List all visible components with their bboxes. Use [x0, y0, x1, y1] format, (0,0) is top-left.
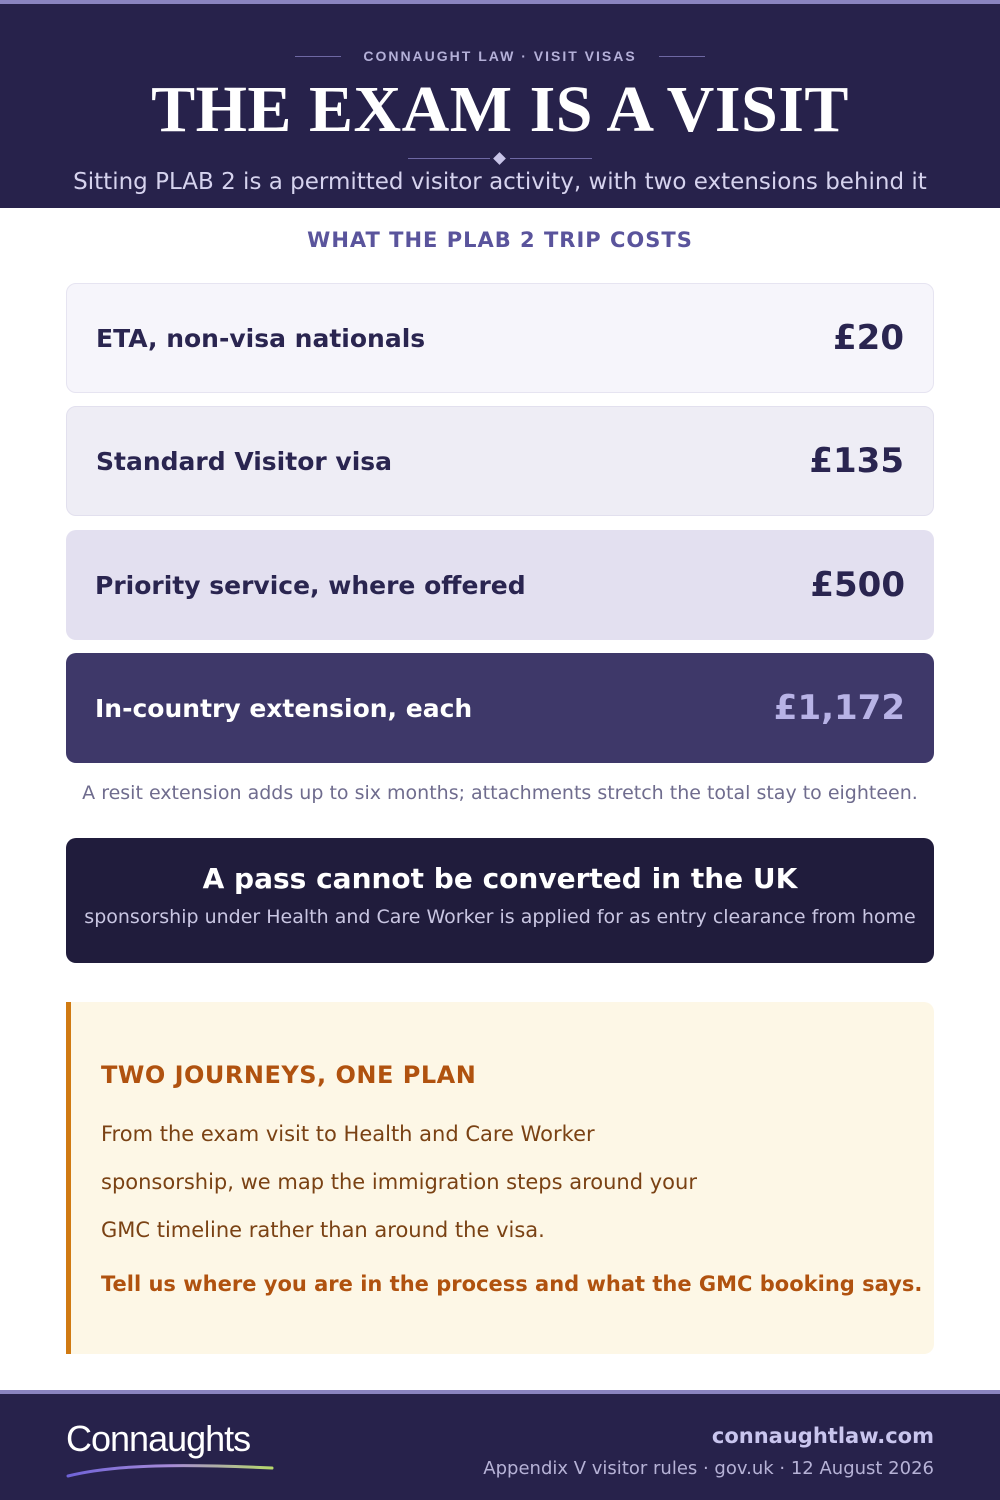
eyebrow: CONNAUGHT LAW · VISIT VISAS	[363, 48, 637, 64]
website-link[interactable]: connaughtlaw.com	[711, 1424, 934, 1448]
ornament-line-left	[408, 158, 490, 159]
eyebrow-divider-left	[295, 56, 341, 57]
cta-title: TWO JOURNEYS, ONE PLAN	[101, 1061, 477, 1089]
cost-price: £135	[809, 441, 904, 481]
connaughts-logo	[66, 1418, 286, 1478]
cost-price: £500	[810, 565, 905, 605]
banner-subtitle: sponsorship under Health and Care Worker is applied for as entry clearance from home	[84, 906, 916, 928]
logo-text: Connaughts	[66, 1418, 251, 1459]
cost-row-standard-visitor	[66, 406, 934, 516]
costs-note: A resit extension adds up to six months; attachments stretch the total stay to eighteen.	[82, 782, 918, 804]
cost-row-priority	[66, 530, 934, 640]
footer	[0, 1390, 1000, 1500]
costs-heading: WHAT THE PLAB 2 TRIP COSTS	[307, 228, 693, 252]
banner-title: A pass cannot be converted in the UK	[202, 862, 798, 895]
cta-body: From the exam visit to Health and Care Worker sponsorship, we map the immigration steps around your GMC timeline rather than around the visa.	[101, 1122, 697, 1242]
cta-card	[66, 1002, 934, 1354]
eyebrow-row	[0, 48, 1000, 64]
page-subtitle: Sitting PLAB 2 is a permitted visitor activity, with two extensions behind it	[73, 169, 927, 195]
cost-label: Priority service, where offered	[95, 570, 526, 600]
page-title: THE EXAM IS A VISIT	[151, 73, 849, 146]
cost-label: ETA, non-visa nationals	[96, 323, 426, 353]
cost-row-extension	[66, 653, 934, 763]
cost-price: £1,172	[773, 688, 905, 728]
cta-call-to-action: Tell us where you are in the process and what the GMC booking says.	[101, 1272, 923, 1296]
title-ornament	[408, 154, 592, 164]
source-note: Appendix V visitor rules · gov.uk · 12 August 2026	[483, 1458, 934, 1479]
cost-price: £20	[833, 318, 904, 358]
cost-label: Standard Visitor visa	[96, 446, 393, 476]
header	[0, 0, 1000, 208]
eyebrow-divider-right	[659, 56, 705, 57]
cost-label: In-country extension, each	[95, 693, 473, 723]
ornament-line-right	[510, 158, 592, 159]
conversion-banner	[66, 838, 934, 963]
logo-swoosh-icon	[66, 1462, 276, 1480]
diamond-icon	[493, 152, 506, 165]
cost-row-eta	[66, 283, 934, 393]
